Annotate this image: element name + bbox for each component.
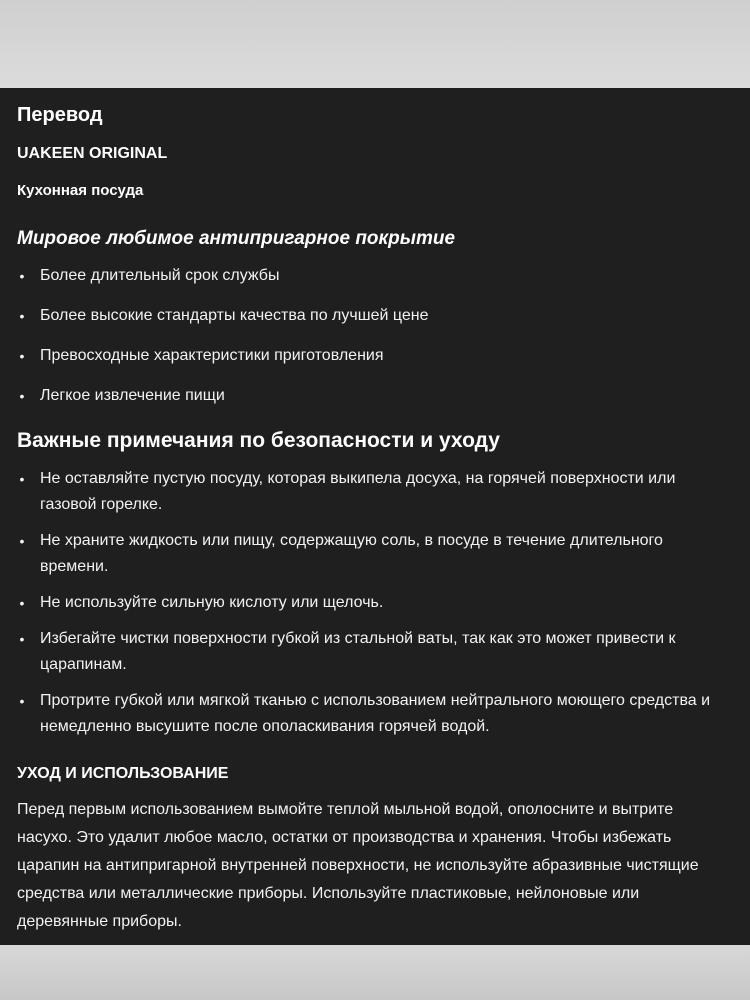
list-item-text: Не оставляйте пустую посуду, которая выкипела досуха, на горячей поверхности или газовой горелке.	[40, 470, 676, 513]
bullet-icon: •	[19, 595, 25, 611]
list-item-text: Более высокие стандарты качества по лучшей цене	[40, 307, 429, 324]
list-item-text: Протрите губкой или мягкой тканью с использованием нейтрального моющего средства и немедленно высушите после ополаскивания горячей водой.	[40, 692, 711, 735]
bullet-icon: •	[19, 268, 25, 284]
brand-name: UAKEEN ORIGINAL	[17, 145, 168, 162]
list-item	[17, 263, 720, 289]
list-item-text: Не храните жидкость или пищу, содержащую соль, в посуде в течение длительного времени.	[40, 532, 663, 575]
bullet-icon: •	[19, 533, 25, 549]
list-item-text: Легкое извлечение пищи	[40, 387, 225, 404]
bullet-icon: •	[19, 308, 25, 324]
list-item	[17, 626, 720, 678]
bullet-icon: •	[19, 348, 25, 364]
product-category: Кухонная посуда	[17, 182, 144, 199]
list-item	[17, 343, 720, 369]
bullet-icon: •	[19, 693, 25, 709]
list-item	[17, 528, 720, 580]
list-item	[17, 590, 720, 616]
features-heading: Мировое любимое антипригарное покрытие	[17, 228, 456, 249]
list-item-text: Не используйте сильную кислоту или щелочь.	[40, 594, 384, 611]
list-item-text: Избегайте чистки поверхности губкой из стальной ваты, так как это может привести к царапинам.	[40, 630, 676, 673]
care-heading: УХОД И ИСПОЛЬЗОВАНИЕ	[17, 765, 229, 782]
list-item	[17, 688, 720, 740]
list-item	[17, 303, 720, 329]
page-title: Перевод	[17, 104, 103, 126]
translation-panel	[0, 88, 750, 945]
bullet-icon: •	[19, 388, 25, 404]
list-item-text: Превосходные характеристики приготовления	[40, 347, 384, 364]
list-item-text: Более длительный срок службы	[40, 267, 280, 284]
bullet-icon: •	[19, 471, 25, 487]
bullet-icon: •	[19, 631, 25, 647]
features-list	[17, 263, 720, 409]
care-paragraph: Перед первым использованием вымойте теплой мыльной водой, ополосните и вытрите насухо. Это удалит любое масло, остатки от производства и хранения. Чтобы избежать царапин на антипригарной внутренней поверхности, не используйте абразивные чистящие средства или металлические приборы. Используйте пластиковые, нейлоновые или деревянные приборы.	[17, 801, 699, 930]
list-item	[17, 383, 720, 409]
list-item	[17, 466, 720, 518]
safety-list	[17, 466, 720, 740]
safety-heading: Важные примечания по безопасности и уходу	[17, 429, 500, 452]
bottom-background	[0, 945, 750, 1000]
